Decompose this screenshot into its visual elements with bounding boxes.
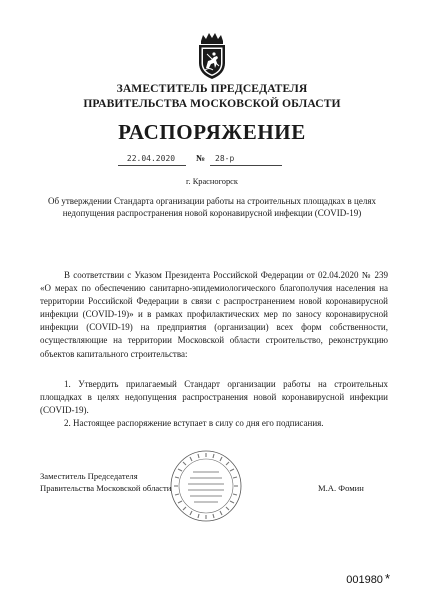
authority-line-1: ЗАМЕСТИТЕЛЬ ПРЕДСЕДАТЕЛЯ <box>116 82 308 95</box>
body-paragraph-3: 2. Настоящее распоряжение вступает в силу со дня его подписания. <box>64 418 324 428</box>
document-type-title: РАСПОРЯЖЕНИЕ <box>118 120 306 144</box>
document-date: 22.04.2020 <box>126 154 176 163</box>
serial-number: 001980 <box>346 574 383 586</box>
document-number: 28-р <box>215 154 235 163</box>
signer-position-line-2: Правительства Московской области <box>40 483 172 493</box>
document-subject: Об утверждении Стандарта организации работы на строительных площадках в целях недопущения распространения новой коронавирусной инфекции (COVID-19) <box>48 196 376 218</box>
signer-position-line-1: Заместитель Председателя <box>40 471 138 481</box>
date-underline <box>118 165 186 166</box>
number-label: № <box>196 153 206 163</box>
official-stamp-icon <box>168 448 244 524</box>
number-underline <box>210 165 282 166</box>
signer-name: М.А. Фомин <box>318 483 364 493</box>
coat-of-arms-icon <box>187 30 237 82</box>
body-paragraph-2: 1. Утвердить прилагаемый Стандарт организации работы на строительных площадках в целях недопущения распространения новой коронавирусной инфекции (COVID-19). <box>40 379 388 416</box>
authority-line-2: ПРАВИТЕЛЬСТВА МОСКОВСКОЙ ОБЛАСТИ <box>83 97 341 110</box>
city-line: г. Красногорск <box>186 177 238 186</box>
body-paragraph-1: В соответствии с Указом Президента Российской Федерации от 02.04.2020 № 239 «О мерах по обеспечению санитарно-эпидемиологического благополучия населения на территории Российской Федерации в связи с распространением новой коронавирусной инфекции (COVID-19)» и в рамках профилактических мер по заносу коронавирусной инфекции (COVID-19) на предприятия (организации) всех форм собственности, осуществляющие на территории Московской области строительство, реконструкцию объектов капитального строительства: <box>40 270 388 359</box>
serial-mark: * <box>384 571 390 586</box>
document-serial-number <box>346 571 390 586</box>
